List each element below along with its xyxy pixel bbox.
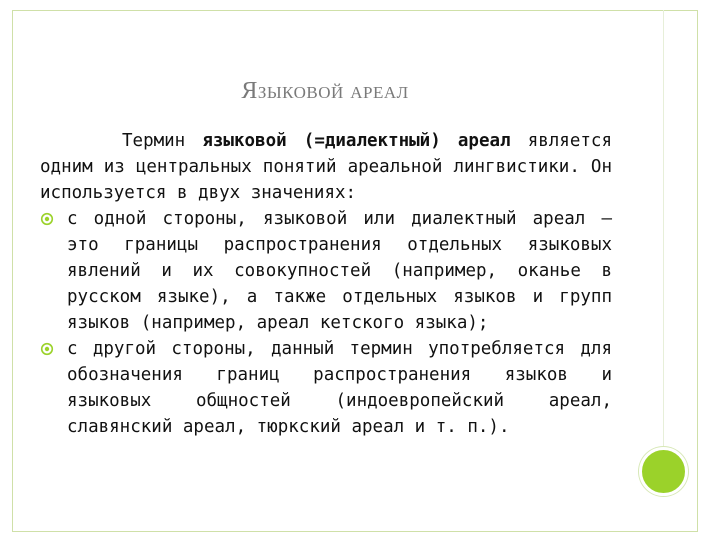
bullet-list bbox=[40, 206, 612, 440]
bullet-text: с другой стороны, данный термин употребляется для обозначения границ распространения языков и языковых общностей (индоевропейский ареал, славянский ареал, тюркский ареал и т. п.). bbox=[67, 339, 612, 437]
list-item bbox=[40, 206, 612, 336]
sun-bullet-icon bbox=[40, 212, 54, 226]
slide-title: Языковой ареал bbox=[241, 78, 409, 104]
intro-term: языковой (=диалектный) ареал bbox=[202, 131, 511, 151]
sun-bullet-icon bbox=[40, 342, 54, 356]
list-item bbox=[40, 336, 612, 440]
decorative-line bbox=[663, 10, 664, 447]
intro-rest: является одним из центральных понятий ареальной лингвистики. Он используется в двух значениях: bbox=[40, 131, 612, 203]
intro-paragraph bbox=[40, 128, 612, 206]
intro-lead: Термин bbox=[122, 131, 203, 151]
bullet-text: с одной стороны, языковой или диалектный ареал – это границы распространения отдельных языковых явлений и их совокупностей (например, оканье в русском языке), а также отдельных языков и групп языков (например, ареал кетского языка); bbox=[67, 209, 612, 333]
slide-body bbox=[40, 128, 612, 440]
decorative-circle bbox=[639, 447, 688, 496]
